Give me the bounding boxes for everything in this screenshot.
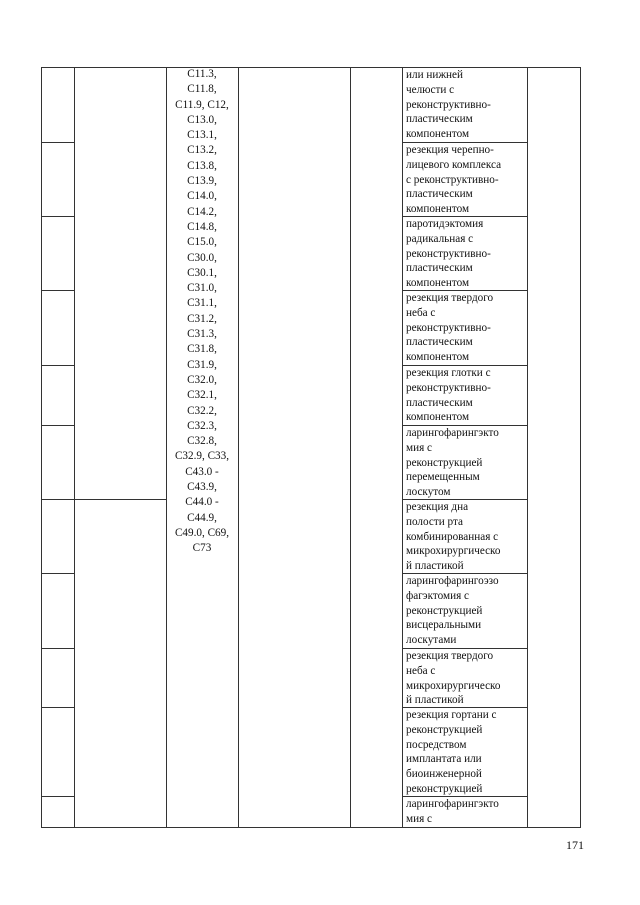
table-row-rule <box>41 365 75 366</box>
procedure-line: неба с <box>406 306 436 319</box>
code-line: C32.0, <box>187 373 217 386</box>
procedure-line: лоскутами <box>406 634 457 647</box>
table-row-rule <box>41 573 75 574</box>
table-row-rule <box>41 648 75 649</box>
procedure-line: й пластикой <box>406 694 464 707</box>
procedure-line: с реконструктивно- <box>406 173 499 186</box>
code-line: C32.2, <box>187 404 217 417</box>
procedure-cell <box>406 291 524 365</box>
procedure-line: имплантата или <box>406 753 482 766</box>
code-line: C43.9, <box>187 481 217 494</box>
table-column-rule <box>580 67 581 828</box>
code-line: C30.1, <box>187 266 217 279</box>
procedure-cell <box>406 708 524 797</box>
procedure-line: ларингофарингоэзо <box>406 575 499 587</box>
table-row-rule <box>41 142 75 143</box>
table-row-rule <box>41 425 75 426</box>
procedure-cell <box>406 143 524 217</box>
procedure-line: реконструкцией <box>406 782 483 795</box>
procedure-line: резекция твердого <box>406 292 494 304</box>
procedure-cell <box>406 500 524 574</box>
code-line: C13.9, <box>187 175 217 188</box>
code-line: C13.0, <box>187 113 217 126</box>
procedure-line: радикальная с <box>406 232 474 245</box>
procedure-cell <box>406 426 524 500</box>
table-column-rule <box>402 67 403 828</box>
table-row-rule <box>41 796 75 797</box>
code-line: C30.0, <box>187 251 217 264</box>
procedure-cell <box>406 649 524 708</box>
code-line: C31.1, <box>187 297 217 310</box>
procedure-line: микрохирургическо <box>406 545 501 558</box>
table-column-rule <box>74 67 75 828</box>
procedure-line: посредством <box>406 738 467 751</box>
procedure-line: полости рта <box>406 515 463 528</box>
procedure-line: реконструктивно- <box>406 98 491 111</box>
code-line: C31.3, <box>187 328 217 341</box>
table-row-rule <box>41 827 581 828</box>
procedure-line: микрохирургическо <box>406 679 501 692</box>
procedure-line: реконструкцией <box>406 456 483 469</box>
procedure-line: мия с <box>406 812 432 825</box>
table-row-rule <box>74 499 167 500</box>
code-line: C11.9, C12, <box>175 98 229 111</box>
code-line: C49.0, C69, <box>174 526 230 539</box>
code-line: C43.0 - <box>185 465 219 478</box>
table-row-rule <box>41 290 75 291</box>
procedure-line: компонентом <box>406 351 470 364</box>
procedure-line: пластическим <box>406 188 473 201</box>
code-line: C14.0, <box>187 190 217 203</box>
code-line: C32.8, <box>187 435 217 448</box>
procedure-line: лоскутом <box>406 486 451 499</box>
code-line: C32.3, <box>187 419 217 432</box>
procedure-cell <box>406 68 524 142</box>
procedure-line: компонентом <box>406 411 470 424</box>
code-line: C32.9, C33, <box>174 450 230 463</box>
table-column-rule <box>350 67 351 828</box>
table-row-rule <box>41 216 75 217</box>
procedure-line: неба с <box>406 664 436 677</box>
procedure-cell <box>406 574 524 648</box>
code-line: C44.0 - <box>185 496 219 509</box>
procedure-line: реконструкцией <box>406 723 483 736</box>
code-line: C44.9, <box>187 511 217 524</box>
procedure-line: комбинированная с <box>406 530 499 543</box>
procedure-line: резекция черепно- <box>406 144 494 156</box>
diagnosis-codes-cell <box>166 67 238 557</box>
code-line: C11.3, <box>187 68 217 80</box>
procedure-line: реконструкцией <box>406 604 483 617</box>
table-row-rule <box>41 499 75 500</box>
procedure-line: паротидэктомия <box>406 218 484 230</box>
procedure-line: резекция твердого <box>406 650 494 662</box>
code-line: C31.9, <box>187 358 217 371</box>
code-line: C31.0, <box>187 282 217 295</box>
table-row-rule <box>41 707 75 708</box>
procedure-line: реконструктивно- <box>406 321 491 334</box>
procedure-line: резекция дна <box>406 501 469 513</box>
procedure-line: ларингофарингэкто <box>406 798 499 810</box>
procedure-line: мия с <box>406 441 432 454</box>
table-column-rule <box>41 67 42 828</box>
procedure-line: пластическим <box>406 262 473 275</box>
code-line: C14.2, <box>187 205 217 218</box>
code-line: C13.1, <box>187 129 217 142</box>
procedure-line: челюсти с <box>406 83 455 96</box>
procedure-line: фагэктомия с <box>406 589 469 602</box>
procedure-line: резекция глотки с <box>406 367 491 379</box>
table-column-rule <box>238 67 239 828</box>
table-column-rule <box>527 67 528 828</box>
procedure-line: перемещенным <box>406 471 480 484</box>
page-number: 171 <box>566 838 584 852</box>
procedure-line: компонентом <box>406 277 470 290</box>
code-line: C14.8, <box>187 220 217 233</box>
procedure-line: или нижней <box>406 69 463 81</box>
procedure-line: биоинженерной <box>406 768 482 781</box>
procedure-cell <box>406 797 524 827</box>
procedure-line: висцеральными <box>406 619 482 632</box>
code-line: C31.2, <box>187 312 217 325</box>
procedure-line: лицевого комплекса <box>406 158 502 171</box>
procedure-line: компонентом <box>406 128 470 141</box>
procedure-line: пластическим <box>406 113 473 126</box>
code-line: C13.8, <box>187 159 217 172</box>
code-line: C73 <box>192 542 212 555</box>
procedure-line: й пластикой <box>406 560 464 573</box>
procedure-cell <box>406 217 524 291</box>
procedure-line: реконструктивно- <box>406 381 491 394</box>
procedure-line: пластическим <box>406 396 473 409</box>
code-line: C15.0, <box>187 236 217 249</box>
procedure-line: пластическим <box>406 336 473 349</box>
procedure-line: резекция гортани с <box>406 709 497 721</box>
code-line: C32.1, <box>187 389 217 402</box>
procedure-line: ларингофарингэкто <box>406 427 499 439</box>
procedure-line: компонентом <box>406 203 470 216</box>
procedure-line: реконструктивно- <box>406 247 491 260</box>
code-line: C13.2, <box>187 144 217 157</box>
code-line: C11.8, <box>187 83 217 96</box>
procedure-cell <box>406 366 524 425</box>
code-line: C31.8, <box>187 343 217 356</box>
